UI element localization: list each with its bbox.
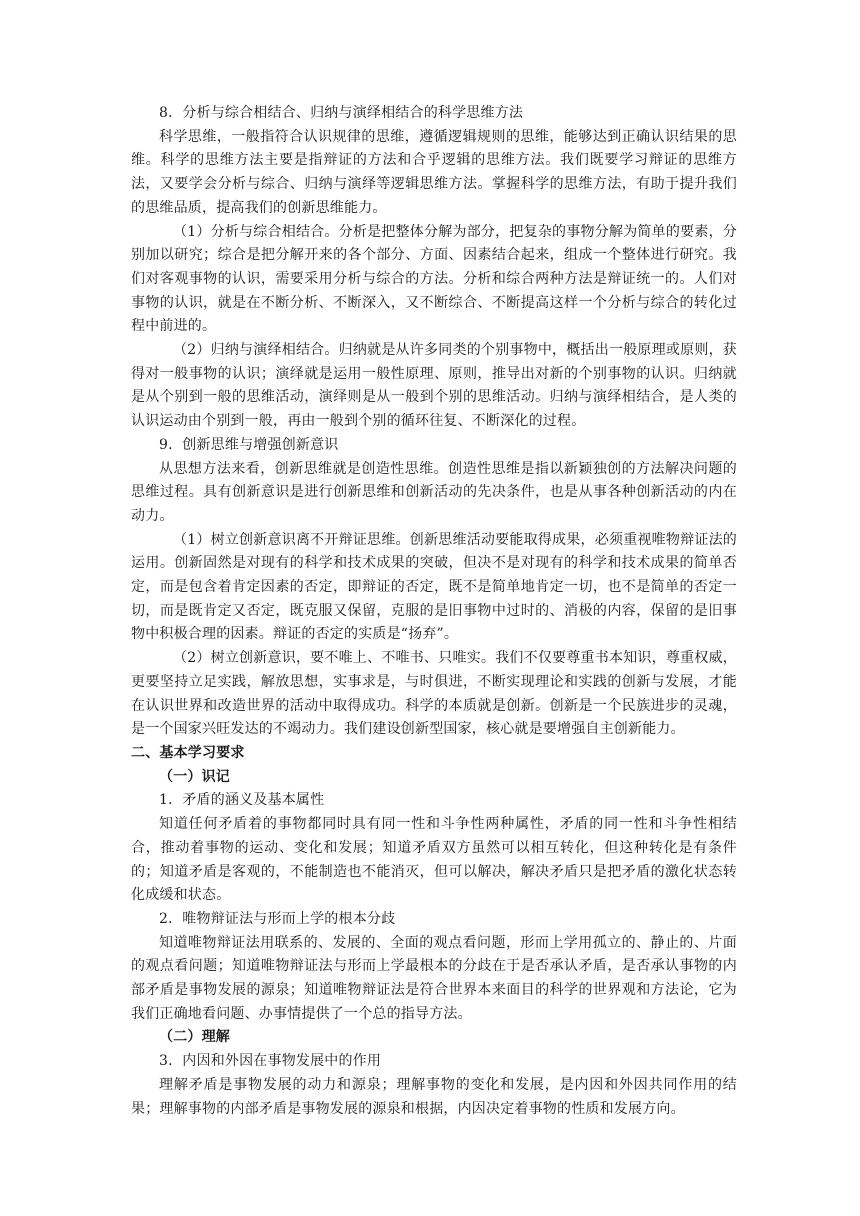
paragraph-internal-external-causes: 理解矛盾是事物发展的动力和源泉；理解事物的变化和发展，是内因和外因共同作用的结果；理解事物的内部矛盾是事物发展的源泉和根据，内因决定着事物的性质和发展方向。 <box>131 1076 737 1117</box>
item-heading-2: 2．唯物辩证法与形而上学的根本分歧 <box>159 910 396 927</box>
paragraph-creative-thinking: 从思想方法来看，创新思维就是创造性思维。创造性思维是指以新颖独创的方法解决问题的思维过程。具有创新意识是进行创新思维和创新活动的先决条件，也是从事各种创新活动的内在动力。 <box>131 460 737 524</box>
document-body <box>131 102 737 1121</box>
paragraph-dialectical-thinking: （1）树立创新意识离不开辩证思维。创新思维活动要能取得成果，必须重视唯物辩证法的运用。创新固然是对现有的科学和技术成果的突破，但决不是对现有的科学和技术成果的简单否定，而是包含着肯定因素的否定，即辩证的否定，既不是简单地肯定一切，也不是简单的否定一切，而是既肯定又否定，既克服又保留，克服的是旧事物中过时的、消极的内容，保留的是旧事物中积极合理的因素。辩证的否定的实质是“扬弃”。 <box>131 531 737 643</box>
paragraph-scientific-thinking: 科学思维，一般指符合认识规律的思维，遵循逻辑规则的思维，能够达到正确认识结果的思维。科学的思维方法主要是指辩证的方法和合乎逻辑的思维方法。我们既要学习辩证的思维方法，又要学会分析与综合、归纳与演绎等逻辑思维方法。掌握科学的思维方法，有助于提升我们的思维品质，提高我们的创新思维能力。 <box>131 128 737 216</box>
item-heading-1: 1．矛盾的涵义及基本属性 <box>159 792 325 809</box>
subheading-memorize: （一）识记 <box>159 768 230 785</box>
section-heading-9: 9．创新思维与增强创新意识 <box>159 436 339 453</box>
paragraph-dialectics-metaphysics: 知道唯物辩证法用联系的、发展的、全面的观点看问题，形而上学用孤立的、静止的、片面的观点看问题；知道唯物辩证法与形而上学最根本的分歧在于是否承认矛盾，是否承认事物的内部矛盾是事物发展的源泉；知道唯物辩证法是符合世界本来面目的科学的世界观和方法论，它为我们正确地看问题、办事情提供了一个总的指导方法。 <box>131 934 737 1022</box>
subheading-understand: （二）理解 <box>159 1029 230 1046</box>
paragraph-analysis-synthesis: （1）分析与综合相结合。分析是把整体分解为部分，把复杂的事物分解为简单的要素，分别加以研究；综合是把分解开来的各个部分、方面、因素结合起来，组成一个整体进行研究。我们对客观事物的认识，需要采用分析与综合的方法。分析和综合两种方法是辩证统一的。人们对事物的认识，就是在不断分析、不断深入，又不断综合、不断提高这样一个分析与综合的转化过程中前进的。 <box>131 223 737 335</box>
heading-basic-requirements: 二、基本学习要求 <box>131 744 245 761</box>
paragraph-induction-deduction: （2）归纳与演绎相结合。归纳就是从许多同类的个别事物中，概括出一般原理或原则，获得对一般事物的认识；演绎就是运用一般性原理、原则，推导出对新的个别事物的认识。归纳就是从个别到一般的思维活动，演绎则是从一般到个别的思维活动。归纳与演绎相结合，是人类的认识运动由个别到一般，再由一般到个别的循环往复、不断深化的过程。 <box>131 342 737 430</box>
item-heading-3: 3．内因和外因在事物发展中的作用 <box>159 1053 382 1070</box>
paragraph-contradiction-meaning: 知道任何矛盾着的事物都同时具有同一性和斗争性两种属性，矛盾的同一性和斗争性相结合，推动着事物的运动、变化和发展；知道矛盾双方虽然可以相互转化，但这种转化是有条件的；知道矛盾是客观的，不能制造也不能消灭，但可以解决，解决矛盾只是把矛盾的激化状态转化成缓和状态。 <box>131 816 737 904</box>
section-heading-8: 8．分析与综合相结合、归纳与演绎相结合的科学思维方法 <box>159 105 524 121</box>
paragraph-innovation-awareness: （2）树立创新意识，要不唯上、不唯书、只唯实。我们不仅要尊重书本知识，尊重权威，更要坚持立足实践，解放思想，实事求是，与时俱进，不断实现理论和实践的创新与发展，才能在认识世界和改造世界的活动中取得成功。科学的本质就是创新。创新是一个民族进步的灵魂，是一个国家兴旺发达的不竭动力。我们建设创新型国家，核心就是要增强自主创新能力。 <box>131 650 737 738</box>
